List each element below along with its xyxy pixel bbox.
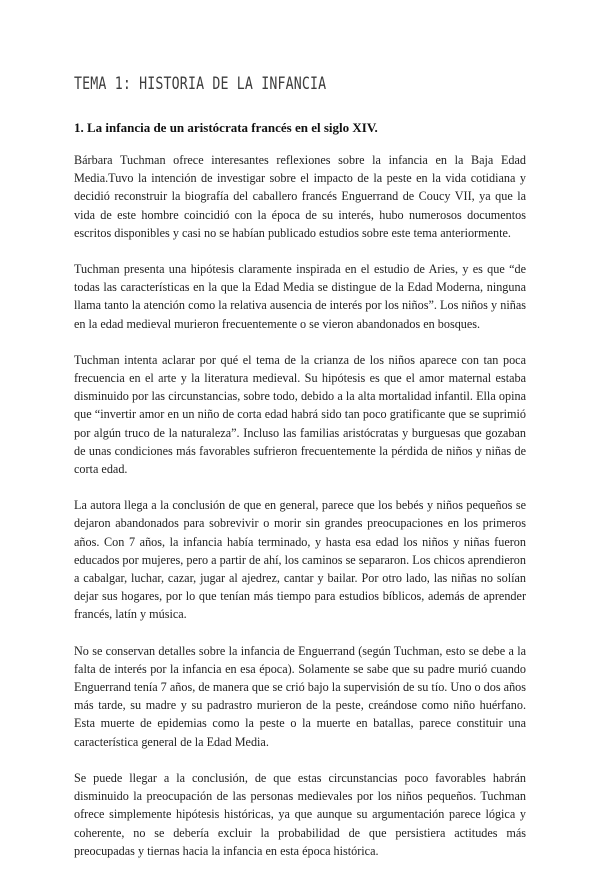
paragraph: No se conservan detalles sobre la infancia de Enguerrand (según Tuchman, esto se debe a la falta de interés por la infancia en esa época). Solamente se sabe que su padre murió cuando Enguerrand tenía 7 años, de manera que se crió bajo la supervisión de su tío. Uno o dos años más tarde, su madre y su padrastro murieron de la peste, creándose como niño huérfano. Esta muerte de epidemias como la peste o la muerte en batallas, parece constituir una característica general de la Edad Media.: [74, 643, 526, 749]
paragraph: Tuchman presenta una hipótesis claramente inspirada en el estudio de Aries, y es que “de todas las características en la que la Edad Media se distingue de la Edad Moderna, ninguna llama tanto la atención como la relativa ausencia de interés por los niños”. Los niños y niñas en la edad medieval murieron frecuentemente o se vieron abandonados en bosques.: [74, 262, 526, 331]
paragraph: La autora llega a la conclusión de que en general, parece que los bebés y niños pequeños se dejaron abandonados para sobrevivir o morir sin grandes preocupaciones en los primeros años. Con 7 años, la infancia había terminado, y hasta esa edad los niños y niñas fueron educados por mujeres, pero a partir de ahí, los caminos se separaron. Los chicos aprendieron a cabalgar, luchar, cazar, jugar al ajedrez, cantar y bailar. Por otro lado, las niñas no solían dejar sus hogares, por lo que tenían más tiempo para estudios bíblicos, además de aprender francés, latín y música.: [74, 498, 526, 622]
body-text: [74, 151, 526, 878]
paragraph: Se puede llegar a la conclusión, de que estas circunstancias poco favorables habrán disminuido la preocupación de las personas medievales por los niños pequeños. Tuchman ofrece simplemente hipótesis históricas, ya que aunque su argumentación parece lógica y coherente, no se debería excluir la probabilidad de que persistiera actitudes más preocupadas y tiernas hacia la infancia en esta época histórica.: [74, 770, 526, 858]
paragraph: Bárbara Tuchman ofrece interesantes reflexiones sobre la infancia en la Baja Edad Media.Tuvo la intención de investigar sobre el impacto de la peste en la vida cotidiana y decidió reconstruir la biografía del caballero francés Enguerrand de Coucy VII, ya que la vida de este hombre coincidió con la época de su interés, hubo numerosos documentos escritos disponibles y casi no se habían publicado estudios sobre este tema anteriormente.: [74, 153, 526, 240]
document-title: TEMA 1: HISTORIA DE LA INFANCIA: [74, 74, 327, 94]
section-heading: 1. La infancia de un aristócrata francés en el siglo XIV.: [74, 120, 378, 135]
paragraph: Tuchman intenta aclarar por qué el tema de la crianza de los niños aparece con tan poca frecuencia en el arte y la literatura medieval. Su hipótesis es que el amor maternal estaba disminuido por las circunstancias, sobre todo, debido a la alta mortalidad infantil. Ella opina que “invertir amor en un niño de corta edad habrá sido tan poco gratificante que se suprimió por algún truco de la naturaleza”. Incluso las familias aristócratas y burguesas que gozaban de unas condiciones más favorables sufrieron frecuentemente la pérdida de niños y niñas de corta edad.: [74, 352, 526, 477]
